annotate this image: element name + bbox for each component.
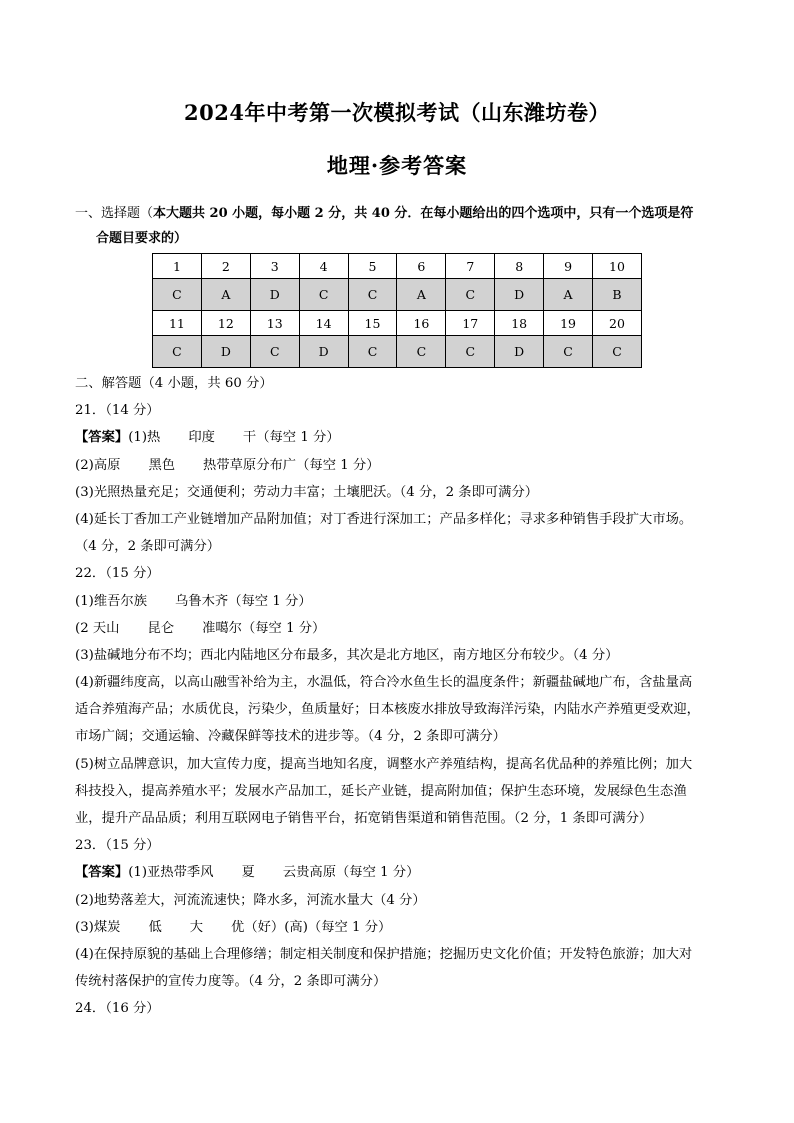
table-cell: 20: [593, 311, 642, 336]
answer-item: 热带草原分布广（每空 1 分）: [203, 457, 380, 473]
section-choice-heading-bold: 本大题共 20 小题，每小题 2 分，共 40 分．在每小题给出的四个选项中，只有一个选项是符: [153, 206, 694, 221]
page-subtitle: 地理·参考答案: [326, 153, 468, 178]
table-cell: C: [593, 336, 642, 368]
table-cell: 16: [397, 311, 446, 336]
table-cell: B: [593, 279, 642, 311]
q21-line-3: (3)光照热量充足；交通便利；劳动力丰富；土壤肥沃。（4 分，2 条即可满分）: [75, 484, 539, 500]
answer-item: 大: [189, 919, 204, 935]
q22-line-4a: (4)新疆纬度高，以高山融雪补给为主，水温低，符合冷水鱼生长的温度条件；新疆盐碱地广布，含盐量高: [75, 675, 693, 691]
table-cell: D: [201, 336, 250, 368]
q22-line-5b: 科技投入，提高养殖水平；发展水产品加工，延长产业链，提高附加值；保护生态环境，发展绿色生态渔: [75, 783, 687, 799]
section-choice-heading-line2: 合题目要求的）: [96, 231, 188, 246]
q23-line-3: [75, 914, 735, 941]
q21-line-4b: （4 分，2 条即可满分）: [75, 539, 221, 555]
answer-item: (1)维吾尔族: [75, 593, 148, 609]
table-cell: C: [544, 336, 593, 368]
q22-line-4b: 适合养殖海产品；水质优良，污染少，鱼质量好；日本核废水排放导致海洋污染，内陆水产养殖更受欢迎，: [75, 702, 700, 718]
table-cell: C: [250, 336, 299, 368]
table-row-numbers-1: [153, 254, 642, 279]
table-cell: D: [495, 336, 544, 368]
answer-item: (3)煤炭: [75, 919, 121, 935]
q23-line-4b: 传统村落保护的宣传力度等。（4 分，2 条即可满分）: [75, 974, 387, 990]
table-cell: 1: [153, 254, 202, 279]
table-cell: A: [201, 279, 250, 311]
section-answer-heading: 二、解答题（4 小题，共 60 分）: [75, 376, 273, 391]
answer-item: 夏: [241, 865, 255, 881]
table-cell: D: [250, 279, 299, 311]
table-cell: C: [446, 279, 495, 311]
table-cell: 13: [250, 311, 299, 336]
table-cell: 14: [299, 311, 348, 336]
answer-item: (2)高原: [75, 457, 121, 473]
answer-item: 干（每空 1 分）: [242, 430, 340, 446]
table-cell: A: [544, 279, 593, 311]
table-row-answers-1: [153, 279, 642, 311]
table-cell: C: [397, 336, 446, 368]
q23-line-2: (2)地势落差大，河流流速快；降水多，河流水量大（4 分）: [75, 892, 426, 908]
answer-item: 低: [148, 919, 162, 935]
table-cell: C: [153, 336, 202, 368]
q21-line-4a: (4)延长丁香加工产业链增加产品附加值；对丁香进行深加工；产品多样化；寻求多种销售手段扩大市场。: [75, 511, 693, 527]
answer-label: 【答案】: [75, 865, 129, 881]
answer-item: 优（好）(高)（每空 1 分）: [231, 919, 392, 935]
q22-line-5c: 业，提升产品品质；利用互联网电子销售平台，拓宽销售渠道和销售范围。（2 分，1 条即可满分）: [75, 811, 653, 826]
answer-item: 准噶尔（每空 1 分）: [202, 620, 326, 636]
answer-item: (1)热: [128, 430, 161, 446]
q22-line-1: [75, 588, 735, 615]
answer-item: (2 天山: [75, 620, 120, 636]
answer-item: 昆仑: [147, 620, 175, 636]
q23-heading: 23．（15 分）: [75, 838, 160, 854]
answer-item: 黑色: [148, 457, 176, 473]
table-cell: 15: [348, 311, 397, 336]
table-cell: C: [153, 279, 202, 311]
table-row-numbers-2: [153, 311, 642, 336]
table-cell: 19: [544, 311, 593, 336]
table-cell: D: [495, 279, 544, 311]
table-cell: 18: [495, 311, 544, 336]
answer-body: [75, 370, 735, 1023]
q22-line-4c: 市场广阔；交通运输、冷藏保鲜等技术的进步等。（4 分，2 条即可满分）: [75, 729, 506, 745]
section-choice-heading: [75, 201, 735, 251]
table-cell: 2: [201, 254, 250, 279]
page-title: 2024年中考第一次模拟考试（山东潍坊卷）: [184, 100, 610, 125]
q23-line-4a: (4)在保持原貌的基础上合理修缮；制定相关制度和保护措施；挖掘历史文化价值；开发特色旅游；加大对: [75, 946, 693, 962]
answer-item: 乌鲁木齐（每空 1 分）: [175, 593, 312, 609]
answer-item: (1)亚热带季风: [128, 865, 214, 881]
section-choice-heading-plain: 一、选择题（: [75, 206, 154, 221]
table-cell: 11: [153, 311, 202, 336]
table-cell: C: [348, 279, 397, 311]
table-cell: 4: [299, 254, 348, 279]
table-cell: 6: [397, 254, 446, 279]
q22-heading: 22．（15 分）: [75, 566, 160, 582]
choice-answer-table: [152, 253, 642, 368]
q21-heading: 21．（14 分）: [75, 403, 160, 419]
q21-line-1: [75, 424, 735, 451]
q24-heading: 24．（16 分）: [75, 1001, 160, 1017]
table-cell: 5: [348, 254, 397, 279]
q22-line-2: [75, 615, 735, 642]
q22-line-5a: (5)树立品牌意识，加大宣传力度，提高当地知名度，调整水产养殖结构，提高名优品种的养殖比例；加大: [75, 756, 693, 772]
q22-line-3: (3)盐碱地分布不均；西北内陆地区分布最多，其次是北方地区，南方地区分布较少。（4 分）: [75, 647, 619, 663]
table-cell: 3: [250, 254, 299, 279]
table-cell: 8: [495, 254, 544, 279]
table-cell: C: [299, 279, 348, 311]
table-row-answers-2: [153, 336, 642, 368]
answer-label: 【答案】: [75, 430, 129, 446]
table-cell: 12: [201, 311, 250, 336]
table-cell: C: [348, 336, 397, 368]
answer-item: 印度: [188, 430, 215, 446]
q23-line-1: [75, 859, 735, 886]
table-cell: 17: [446, 311, 495, 336]
table-cell: D: [299, 336, 348, 368]
table-cell: C: [446, 336, 495, 368]
table-cell: 9: [544, 254, 593, 279]
answer-item: 云贵高原（每空 1 分）: [282, 865, 420, 881]
table-cell: A: [397, 279, 446, 311]
table-cell: 7: [446, 254, 495, 279]
q21-line-2: [75, 452, 735, 479]
table-cell: 10: [593, 254, 642, 279]
